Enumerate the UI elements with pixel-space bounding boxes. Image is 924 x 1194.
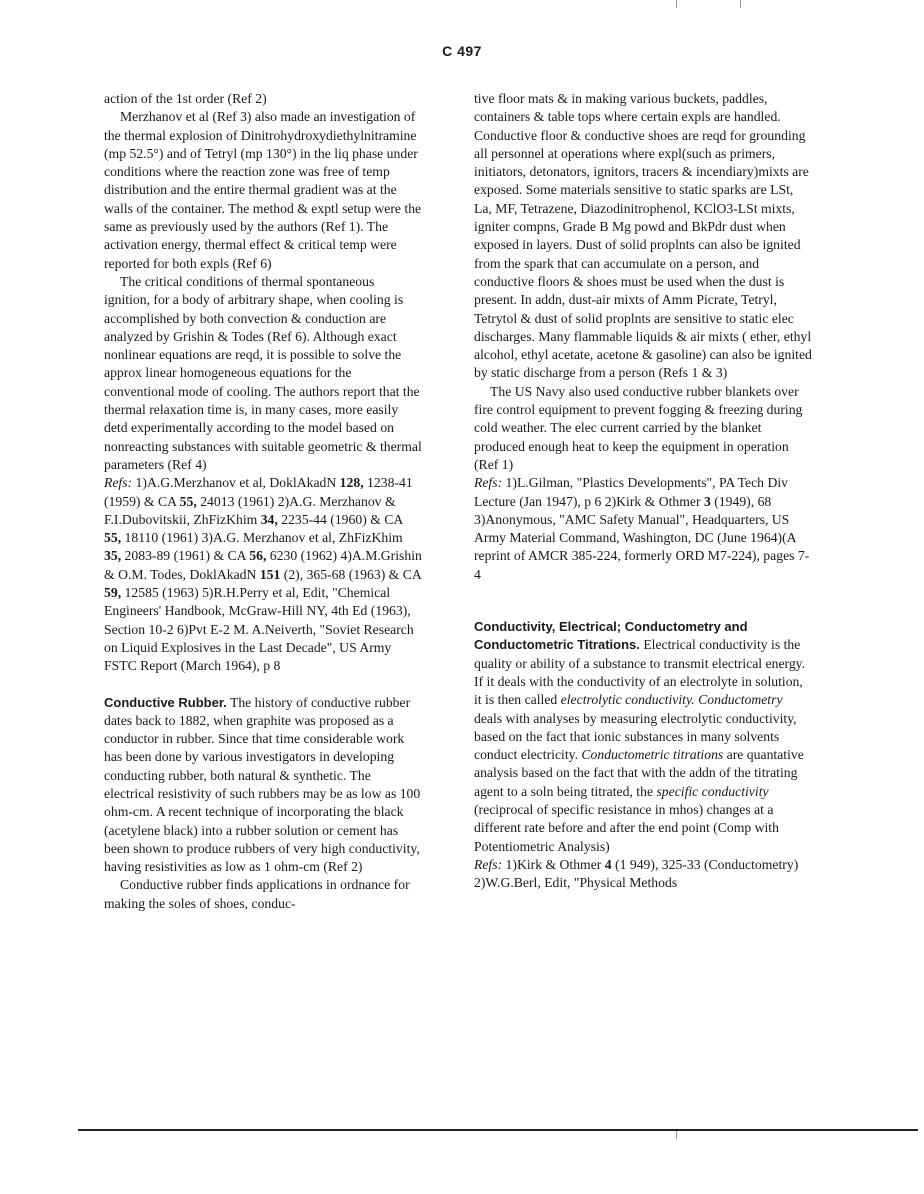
section-gap (104, 676, 422, 694)
conductivity-references (474, 856, 812, 893)
right-references (474, 474, 812, 584)
conductive-rubber-paragraph (104, 694, 422, 877)
right-paragraph-2: The US Navy also used conductive rubber blankets over fire control equipment to prevent fogging & freezing during cold weather. The elec current carried by the blanket produced enough heat to keep the equipment in operation (Ref 1) (474, 383, 803, 472)
page-number: C 497 (442, 43, 482, 59)
term-conductometric-titrations: Conductometric titrations (581, 747, 724, 763)
ref-volume: 56, (249, 548, 267, 564)
ref-volume: 55, (179, 493, 197, 509)
ref-volume: 3 (703, 493, 711, 509)
section-heading-conductive-rubber: Conductive Rubber. (104, 694, 227, 710)
ref-text: 1)L.Gilman, "Plastics Developments", PA Tech Div Lecture (Jan 1947), p 6 2)Kirk & Othmer (474, 475, 788, 509)
ref-text: 6230 (1962) 4)A.M.Grishin & O.M. Todes, DoklAkadN (104, 548, 422, 582)
right-column (474, 90, 812, 892)
ref-volume: 4 (604, 856, 612, 872)
ref-text: (1 949), 325-33 (Conductometry) 2)W.G.Berl, Edit, "Physical Methods (474, 856, 799, 891)
ref-volume: 128, (339, 475, 364, 491)
left-paragraph-2: Merzhanov et al (Ref 3) also made an investigation of the thermal explosion of Dinitrohydroxydiethylnitramine (mp 52.5°) and of Tetryl (mp 130°) in the liq phase under conditions where the reaction zone was free of temp distribution and the entire thermal gradient was at the walls of the container. The method & exptl setup were the same as previously used by the authors (Ref 1). The activation energy, thermal effect & critical temp were reported for both expls (Ref 6) (104, 109, 422, 271)
term-specific-conductivity: specific conductivity (656, 783, 769, 799)
term-electrolytic-conductivity: electrolytic conductivity. (560, 692, 695, 708)
ref-volume: 151 (259, 566, 281, 582)
cond-text: deals with analyses by measuring electrolytic conductivity, based on the fact that ionic substances in many solvents conduct electricity. (474, 710, 797, 763)
left-paragraph-1: action of the 1st order (Ref 2) (104, 91, 267, 106)
bottom-tick-mark (676, 1131, 677, 1139)
refs-label: Refs: (474, 475, 503, 491)
ref-volume: 55, (104, 530, 122, 546)
conductive-rubber-paragraph-2: Conductive rubber finds applications in ordnance for making the soles of shoes, conduc- (104, 877, 410, 911)
ref-text: 1)Kirk & Othmer (502, 856, 605, 872)
ref-text: 24013 (1961) 2)A.G. Merzhanov & F.I.Dubovitskii, ZhFizKhim (104, 493, 396, 527)
ref-text: 2083-89 (1961) & CA (121, 548, 250, 564)
left-column (104, 90, 422, 913)
term-conductometry: Conductometry (698, 692, 783, 708)
bottom-rule (78, 1129, 918, 1131)
left-references (104, 474, 422, 675)
refs-label: Refs: (104, 475, 133, 491)
left-paragraph-3: The critical conditions of thermal spontaneous ignition, for a body of arbitrary shape, when cooling is accomplished by both convection & conduction are analyzed by Grishin & Todes (Ref 6). Although exact nonlinear equations are reqd, it is possible to solve the approx linear homogeneous equations for the conventional mode of cooling. The authors report that the thermal relaxation time is, in many cases, more easily detd experimentally according to the model based on nonreacting substances with suitable geometric & thermal parameters (Ref 4) (104, 273, 422, 472)
ref-text: 1)A.G.Merzhanov et al, DoklAkadN (132, 475, 340, 491)
cond-text: (reciprocal of specific resistance in mhos) changes at a different rate before and after the end point (Comp with Potentiometric Analysis) (474, 801, 779, 854)
ref-text: (1949), 68 3)Anonymous, "AMC Safety Manual", Headquarters, US Army Material Command, Washington, DC (June 1964)(A reprint of AMCR 385-224, formerly ORD M7-224), pages 7-4 (474, 493, 810, 582)
ref-text: (2), 365-68 (1963) & CA (280, 566, 422, 582)
ref-text: 12585 (1963) 5)R.H.Perry et al, Edit, "Chemical Engineers' Handbook, McGraw-Hill NY, 4th Ed (1963), Section 10-2 6)Pvt E-2 M. A.Neiverth, "Soviet Research on Liquid Explosives in the Last Decade", US Army FSTC Report (March 1964), p 8 (104, 585, 414, 674)
top-tick-mark-2 (740, 0, 741, 8)
ref-text: 1238-41 (1959) & CA (104, 475, 413, 509)
section-gap (474, 584, 812, 618)
right-paragraph-1: tive floor mats & in making various buckets, paddles, containers & table tops where certain expls are handled. Conductive floor & conductive shoes are reqd for grounding all personnel at operations where expl(such as primers, initiators, detonators, ignitors, tracers & incendiary)mixts are exposed. Some materials sensitive to static sparks are LSt, La, MF, Tetrazene, Diazodinitrophenol, KClO3-LSt mixts, igniter compns, Grade B Mg powd and BkPdr dust when exposed in layers. Dust of solid proplnts can also be ignited from the spark that can accumulate on a person, and conductive floors & shoes must be used when the dust is present. In addn, dust-air mixts of Amm Picrate, Tetryl, Tetrytol & dust of solid proplnts are sensitive to static elec discharges. Many flammable liquids & air mixts ( ether, ethyl alcohol, ethyl acetate, acetone & gasoline) can also be ignited by static discharge from a person (Refs 1 & 3) (474, 91, 812, 381)
ref-volume: 35, (104, 548, 122, 564)
ref-text: 2235-44 (1960) & CA (277, 511, 403, 527)
ref-volume: 59, (104, 585, 122, 601)
refs-label: Refs: (474, 856, 503, 872)
ref-text: 18110 (1961) 3)A.G. Merzhanov et al, ZhFizKhim (121, 530, 403, 546)
section-heading-conductivity: Conductivity, Electrical; Conductometry and Conductometric Titrations. (474, 619, 748, 653)
top-tick-mark (676, 0, 677, 8)
cond-text: are quantative analysis based on the fact that with the addn of the titrating agent to a soln being titrated, the (474, 747, 804, 799)
cond-text: Electrical conductivity is the quality or ability of a substance to transmit electrical energy. If it deals with the conductivity of an electrolyte in solution, it is then called (474, 637, 806, 708)
rubber-text: The history of conductive rubber dates back to 1882, when graphite was proposed as a conductor in rubber. Since that time considerable work has been done by various investigators in developing conducting rubber, both natural & synthetic. The electrical resistivity of such rubbers may be as low as 100 ohm-cm. A recent technique of incorporating the black (acetylene black) into a rubber solution or cement has been shown to produce rubbers of very high conductivity, having resistivities as low as 1 ohm-cm (Ref 2) (104, 694, 421, 875)
ref-volume: 34, (260, 511, 278, 527)
conductivity-paragraph (474, 618, 812, 856)
